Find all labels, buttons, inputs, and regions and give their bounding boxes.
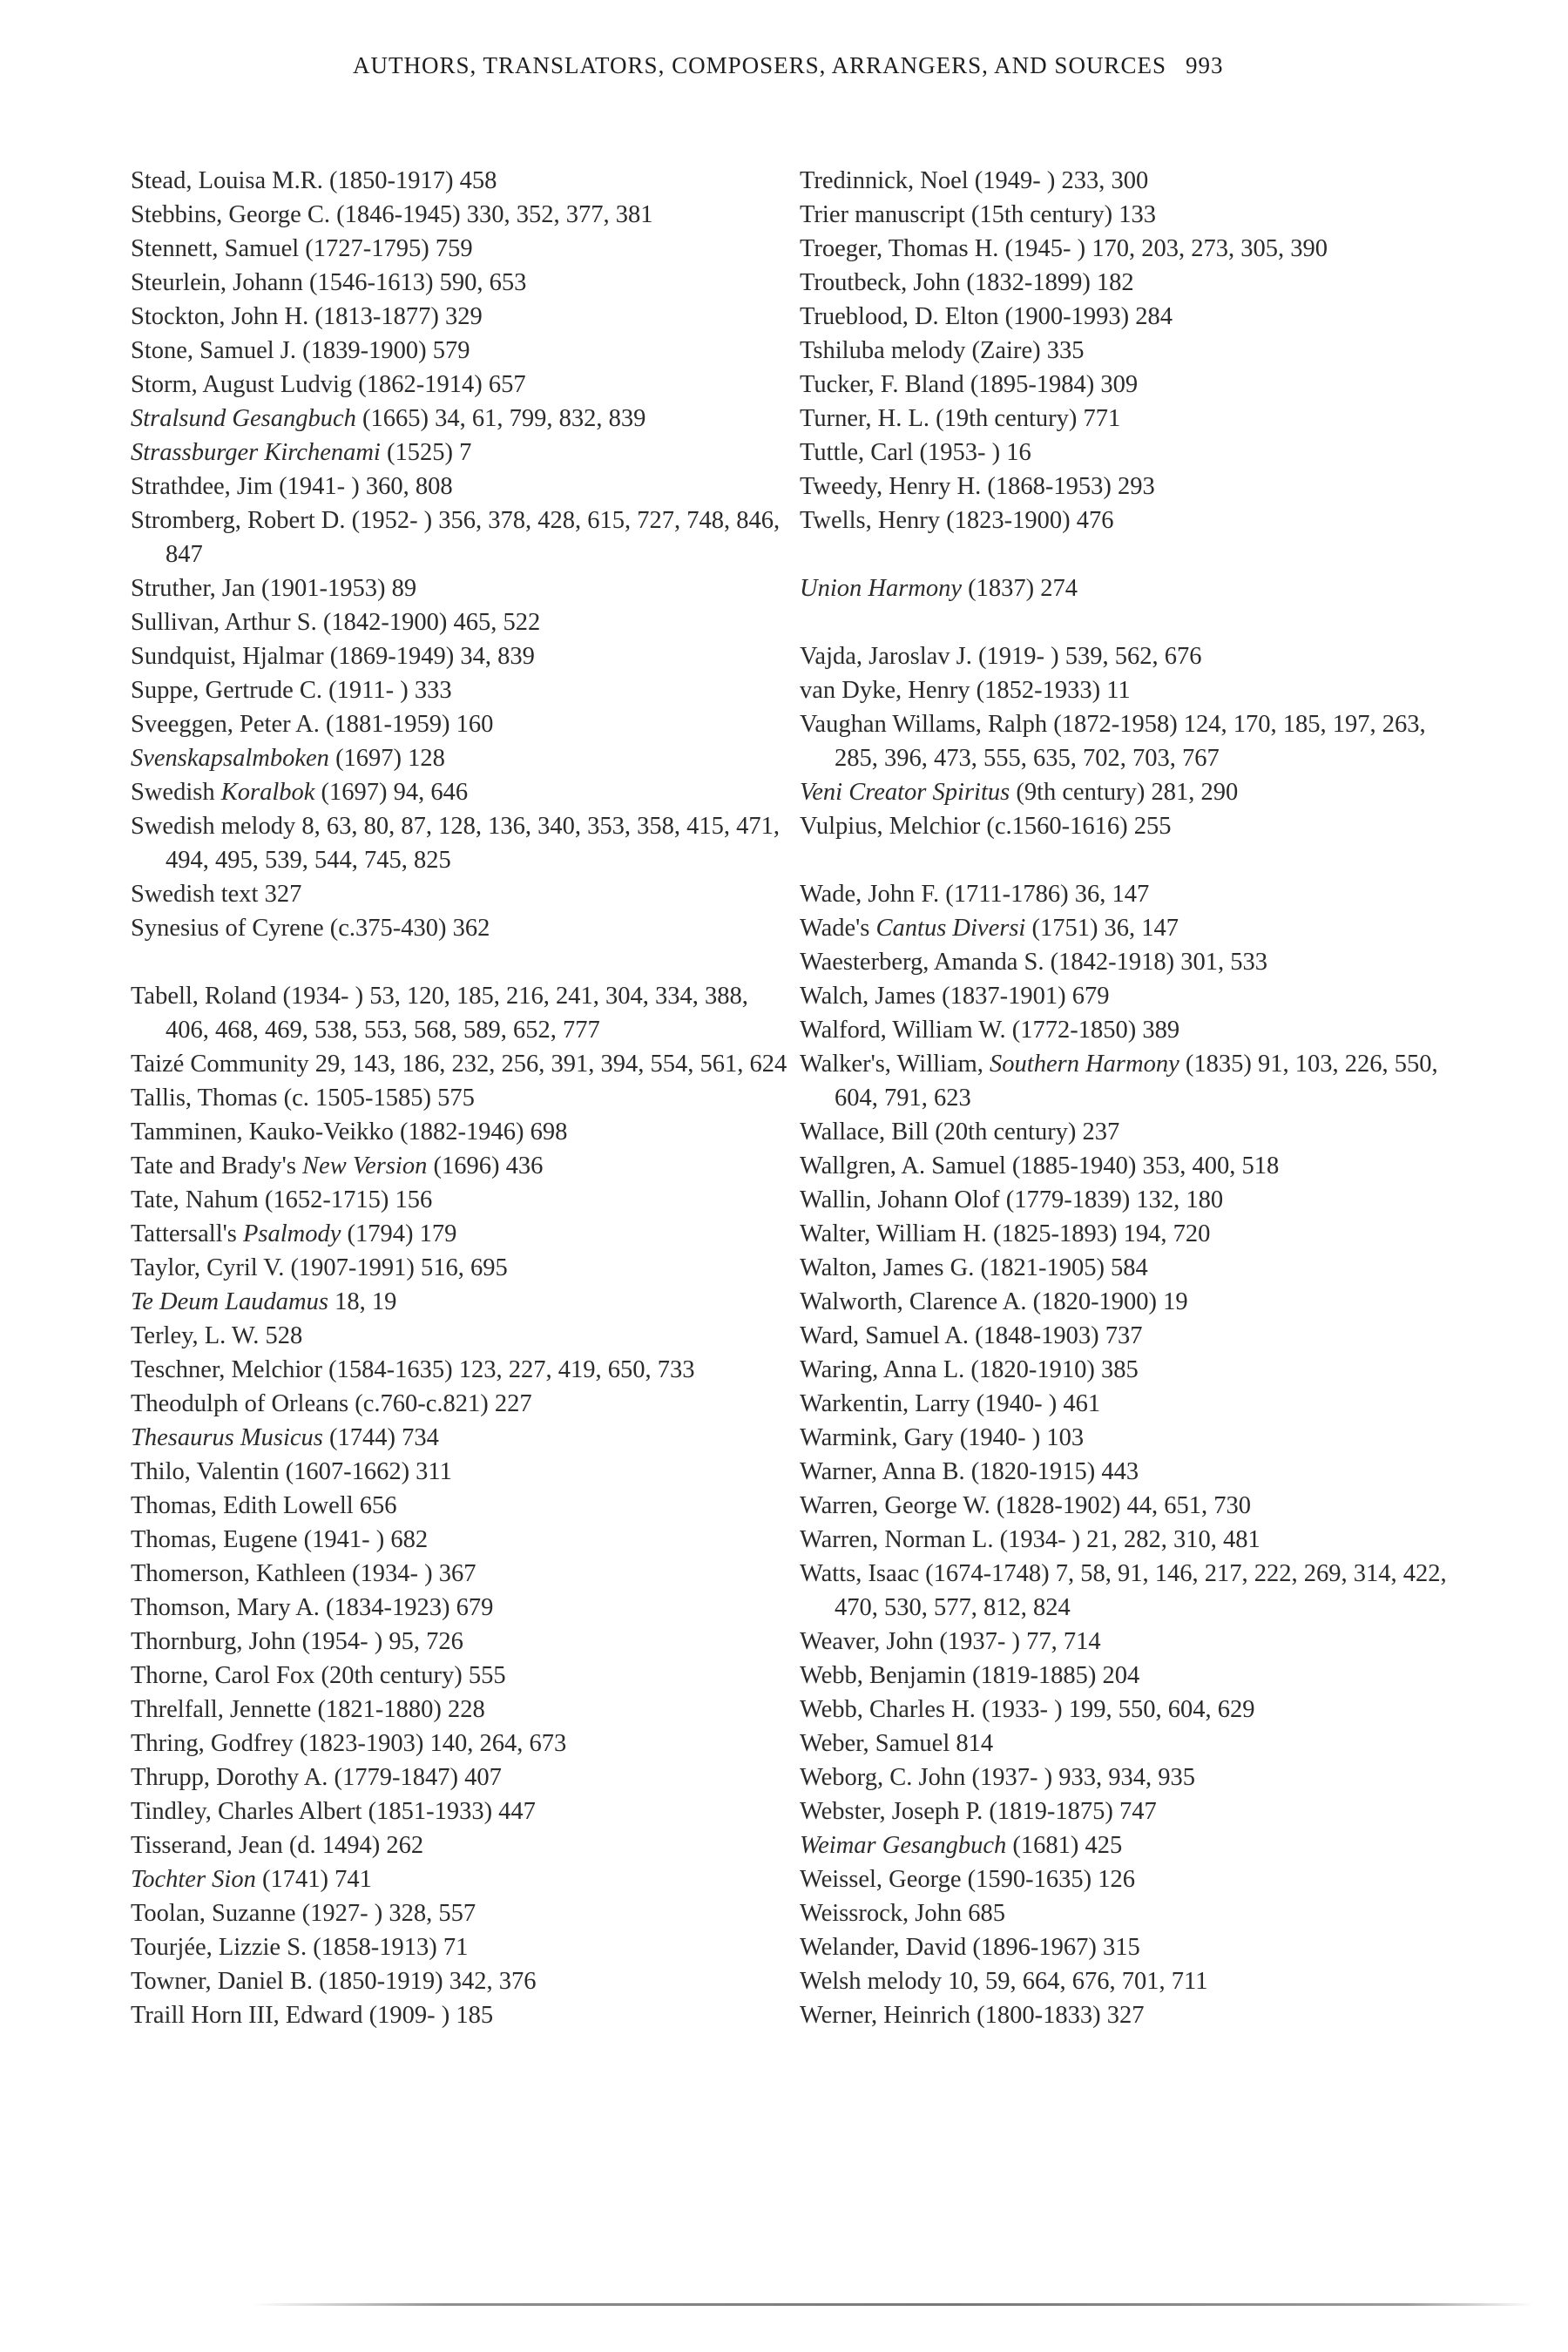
index-entry bbox=[800, 945, 1462, 979]
index-column-right bbox=[800, 164, 1462, 2032]
index-entry bbox=[800, 334, 1462, 368]
entry-italic-title: Stralsund Gesangbuch bbox=[131, 405, 356, 432]
entry-text: Taylor, Cyril V. (1907-1991) 516, 695 bbox=[131, 1254, 508, 1281]
index-entry bbox=[131, 504, 793, 571]
entry-text: Webb, Benjamin (1819-1885) 204 bbox=[800, 1662, 1140, 1689]
index-entry bbox=[131, 1251, 793, 1285]
entry-text: Vajda, Jaroslav J. (1919- ) 539, 562, 676 bbox=[800, 643, 1202, 670]
index-entry bbox=[131, 1659, 793, 1693]
entry-text: Stebbins, George C. (1846-1945) 330, 352, 377, 381 bbox=[131, 201, 653, 228]
entry-italic-title: Cantus Diversi bbox=[875, 915, 1026, 942]
index-entry bbox=[131, 1149, 793, 1183]
entry-text: Thilo, Valentin (1607-1662) 311 bbox=[131, 1458, 452, 1485]
index-entry bbox=[131, 402, 793, 436]
entry-text: Turner, H. L. (19th century) 771 bbox=[800, 405, 1121, 432]
entry-text: Wallace, Bill (20th century) 237 bbox=[800, 1119, 1120, 1146]
index-entry bbox=[131, 1896, 793, 1930]
entry-text: Tshiluba melody (Zaire) 335 bbox=[800, 337, 1085, 364]
index-entry bbox=[800, 1251, 1462, 1285]
index-entry bbox=[800, 1149, 1462, 1183]
index-entry bbox=[131, 707, 793, 741]
entry-text: Warkentin, Larry (1940- ) 461 bbox=[800, 1390, 1101, 1417]
index-entry bbox=[800, 470, 1462, 504]
section-gap bbox=[800, 537, 1462, 571]
entry-text: Threlfall, Jennette (1821-1880) 228 bbox=[131, 1696, 485, 1723]
entry-text: Troeger, Thomas H. (1945- ) 170, 203, 273, 305, 390 bbox=[800, 235, 1328, 262]
index-entry bbox=[800, 1421, 1462, 1455]
index-entry bbox=[131, 1591, 793, 1625]
entry-text: Traill Horn III, Edward (1909- ) 185 bbox=[131, 2002, 494, 2029]
index-entry bbox=[800, 266, 1462, 300]
entry-italic-title: Te Deum Laudamus bbox=[131, 1288, 328, 1315]
index-entry bbox=[131, 571, 793, 605]
entry-text: Towner, Daniel B. (1850-1919) 342, 376 bbox=[131, 1968, 537, 1995]
index-entry bbox=[131, 1081, 793, 1115]
index-entry bbox=[131, 1047, 793, 1081]
entry-text: (9th century) 281, 290 bbox=[1010, 779, 1239, 806]
entry-text: Troutbeck, John (1832-1899) 182 bbox=[800, 269, 1134, 296]
index-entry bbox=[131, 775, 793, 809]
index-entry bbox=[800, 1183, 1462, 1217]
entry-text: Stone, Samuel J. (1839-1900) 579 bbox=[131, 337, 470, 364]
entry-text: Terley, L. W. 528 bbox=[131, 1322, 303, 1349]
entry-text: (1697) 128 bbox=[328, 745, 445, 772]
index-entry bbox=[800, 1217, 1462, 1251]
entry-text: Steurlein, Johann (1546-1613) 590, 653 bbox=[131, 269, 527, 296]
running-header bbox=[353, 52, 1442, 79]
entry-italic-title: Weimar Gesangbuch bbox=[800, 1832, 1007, 1859]
entry-text: Thorne, Carol Fox (20th century) 555 bbox=[131, 1662, 506, 1689]
index-entry bbox=[131, 1930, 793, 1964]
index-entry bbox=[800, 639, 1462, 673]
entry-text: Warren, George W. (1828-1902) 44, 651, 730 bbox=[800, 1492, 1251, 1519]
entry-text: Tucker, F. Bland (1895-1984) 309 bbox=[800, 371, 1139, 398]
index-entry bbox=[800, 1998, 1462, 2032]
entry-text: Teschner, Melchior (1584-1635) 123, 227, 419, 650, 733 bbox=[131, 1356, 695, 1383]
entry-text: Twells, Henry (1823-1900) 476 bbox=[800, 507, 1114, 534]
index-entry bbox=[800, 1523, 1462, 1557]
entry-text: Warmink, Gary (1940- ) 103 bbox=[800, 1424, 1085, 1451]
entry-text: Vulpius, Melchior (c.1560-1616) 255 bbox=[800, 813, 1172, 840]
entry-text: (1837) 274 bbox=[962, 575, 1078, 602]
index-entry bbox=[800, 775, 1462, 809]
index-entry bbox=[131, 1455, 793, 1489]
entry-text: Welander, David (1896-1967) 315 bbox=[800, 1934, 1140, 1961]
index-entry bbox=[131, 979, 793, 1047]
entry-text: Tourjée, Lizzie S. (1858-1913) 71 bbox=[131, 1934, 469, 1961]
entry-text: Tamminen, Kauko-Veikko (1882-1946) 698 bbox=[131, 1119, 568, 1146]
index-entry bbox=[800, 911, 1462, 945]
entry-text: Thornburg, John (1954- ) 95, 726 bbox=[131, 1628, 463, 1655]
entry-italic-title: Veni Creator Spiritus bbox=[800, 779, 1010, 806]
entry-italic-title: Koralbok bbox=[220, 779, 315, 806]
entry-text: Theodulph of Orleans (c.760-c.821) 227 bbox=[131, 1390, 532, 1417]
entry-text: Walter, William H. (1825-1893) 194, 720 bbox=[800, 1220, 1211, 1247]
index-entry bbox=[131, 1693, 793, 1727]
index-entry bbox=[131, 198, 793, 232]
index-entry bbox=[800, 1013, 1462, 1047]
entry-text: Taizé Community 29, 143, 186, 232, 256, 391, 394, 554, 561, 624 bbox=[131, 1051, 787, 1078]
entry-text: Swedish text 327 bbox=[131, 881, 302, 908]
entry-text: Walker's, William, bbox=[800, 1051, 990, 1078]
entry-text: Strathdee, Jim (1941- ) 360, 808 bbox=[131, 473, 453, 500]
index-entry bbox=[131, 266, 793, 300]
entry-text: Wade's bbox=[800, 915, 876, 942]
entry-text: Toolan, Suzanne (1927- ) 328, 557 bbox=[131, 1900, 476, 1927]
index-entry bbox=[800, 1964, 1462, 1998]
index-entry bbox=[800, 368, 1462, 402]
index-entry bbox=[800, 164, 1462, 198]
entry-text: Welsh melody 10, 59, 664, 676, 701, 711 bbox=[800, 1968, 1208, 1995]
entry-text: Struther, Jan (1901-1953) 89 bbox=[131, 575, 417, 602]
index-entry bbox=[800, 1557, 1462, 1625]
entry-text: Stockton, John H. (1813-1877) 329 bbox=[131, 303, 483, 330]
index-entry bbox=[800, 1319, 1462, 1353]
entry-text: Walworth, Clarence A. (1820-1900) 19 bbox=[800, 1288, 1188, 1315]
entry-text: Sveeggen, Peter A. (1881-1959) 160 bbox=[131, 711, 494, 738]
entry-text: Swedish melody 8, 63, 80, 87, 128, 136, 340, 353, 358, 415, 471, 494, 495, 539, 544, 745, 825 bbox=[131, 813, 780, 874]
index-entry bbox=[131, 164, 793, 198]
index-entry bbox=[131, 809, 793, 877]
index-entry bbox=[800, 1387, 1462, 1421]
entry-text: Tuttle, Carl (1953- ) 16 bbox=[800, 439, 1031, 466]
index-entry bbox=[800, 707, 1462, 775]
section-gap bbox=[131, 945, 793, 979]
entry-text: Weber, Samuel 814 bbox=[800, 1730, 994, 1757]
index-entry bbox=[800, 877, 1462, 911]
index-entry bbox=[131, 1557, 793, 1591]
index-entry bbox=[131, 1489, 793, 1523]
index-entry bbox=[131, 1862, 793, 1896]
entry-text: Ward, Samuel A. (1848-1903) 737 bbox=[800, 1322, 1143, 1349]
entry-text: Wallin, Johann Olof (1779-1839) 132, 180 bbox=[800, 1186, 1224, 1213]
index-entry bbox=[131, 673, 793, 707]
index-entry bbox=[800, 1625, 1462, 1659]
entry-text: Stead, Louisa M.R. (1850-1917) 458 bbox=[131, 167, 497, 194]
entry-text: Suppe, Gertrude C. (1911- ) 333 bbox=[131, 677, 452, 704]
index-entry bbox=[131, 368, 793, 402]
entry-text: (1835) 91, 103, 226, 550, 604, 791, 623 bbox=[835, 1051, 1438, 1112]
entry-italic-title: Svenskapsalmboken bbox=[131, 745, 329, 772]
entry-text: (1665) 34, 61, 799, 832, 839 bbox=[355, 405, 646, 432]
index-entry bbox=[131, 1421, 793, 1455]
entry-text: Thring, Godfrey (1823-1903) 140, 264, 673 bbox=[131, 1730, 567, 1757]
index-entry bbox=[131, 1285, 793, 1319]
entry-text: Vaughan Willams, Ralph (1872-1958) 124, 170, 185, 197, 263, 285, 396, 473, 555, 635, 702, 703, 767 bbox=[800, 711, 1426, 772]
index-entry bbox=[131, 877, 793, 911]
entry-text: Swedish bbox=[131, 779, 221, 806]
entry-text: (1741) 741 bbox=[255, 1866, 372, 1893]
index-entry bbox=[800, 1353, 1462, 1387]
index-entry bbox=[800, 1047, 1462, 1115]
index-entry bbox=[800, 1693, 1462, 1727]
entry-text: Stromberg, Robert D. (1952- ) 356, 378, 428, 615, 727, 748, 846, 847 bbox=[131, 507, 781, 568]
entry-text: Werner, Heinrich (1800-1833) 327 bbox=[800, 2002, 1145, 2029]
index-entry bbox=[131, 1115, 793, 1149]
entry-text: Webb, Charles H. (1933- ) 199, 550, 604, 629 bbox=[800, 1696, 1255, 1723]
entry-italic-title: Union Harmony bbox=[800, 575, 963, 602]
entry-text: (1525) 7 bbox=[380, 439, 472, 466]
index-entry bbox=[800, 504, 1462, 537]
entry-text: Trueblood, D. Elton (1900-1993) 284 bbox=[800, 303, 1173, 330]
entry-italic-title: Strassburger Kirchenami bbox=[131, 439, 381, 466]
index-entry bbox=[800, 1862, 1462, 1896]
index-entry bbox=[131, 1217, 793, 1251]
entry-text: Walton, James G. (1821-1905) 584 bbox=[800, 1254, 1148, 1281]
index-entry bbox=[131, 1727, 793, 1761]
entry-text: Waring, Anna L. (1820-1910) 385 bbox=[800, 1356, 1139, 1383]
index-entry bbox=[800, 809, 1462, 843]
entry-text: Wade, John F. (1711-1786) 36, 147 bbox=[800, 881, 1150, 908]
index-entry bbox=[800, 1930, 1462, 1964]
entry-text: Weborg, C. John (1937- ) 933, 934, 935 bbox=[800, 1764, 1195, 1791]
index-entry bbox=[131, 1794, 793, 1828]
entry-text: Tate and Brady's bbox=[131, 1152, 303, 1179]
index-entry bbox=[131, 436, 793, 470]
index-entry bbox=[131, 639, 793, 673]
entry-italic-title: Psalmody bbox=[242, 1220, 341, 1247]
index-entry bbox=[131, 300, 793, 334]
index-column-left bbox=[131, 164, 793, 2032]
index-entry bbox=[131, 470, 793, 504]
index-entry bbox=[131, 741, 793, 775]
entry-text: Sundquist, Hjalmar (1869-1949) 34, 839 bbox=[131, 643, 535, 670]
entry-text: (1697) 94, 646 bbox=[314, 779, 469, 806]
entry-text: Storm, August Ludvig (1862-1914) 657 bbox=[131, 371, 526, 398]
index-entry bbox=[131, 1353, 793, 1387]
entry-text: Thomas, Eugene (1941- ) 682 bbox=[131, 1526, 429, 1553]
entry-text: Tindley, Charles Albert (1851-1933) 447 bbox=[131, 1798, 536, 1825]
entry-text: (1696) 436 bbox=[427, 1152, 544, 1179]
entry-text: Weissrock, John 685 bbox=[800, 1900, 1005, 1927]
index-entry bbox=[800, 1285, 1462, 1319]
entry-text: Thomas, Edith Lowell 656 bbox=[131, 1492, 397, 1519]
entry-text: Tisserand, Jean (d. 1494) 262 bbox=[131, 1832, 424, 1859]
entry-text: Thrupp, Dorothy A. (1779-1847) 407 bbox=[131, 1764, 502, 1791]
entry-text: Weaver, John (1937- ) 77, 714 bbox=[800, 1628, 1101, 1655]
index-entry bbox=[800, 1761, 1462, 1794]
index-entry bbox=[800, 1659, 1462, 1693]
entry-text: (1681) 425 bbox=[1006, 1832, 1123, 1859]
entry-text: Synesius of Cyrene (c.375-430) 362 bbox=[131, 915, 490, 942]
index-entry bbox=[131, 1625, 793, 1659]
entry-text: Tweedy, Henry H. (1868-1953) 293 bbox=[800, 473, 1155, 500]
index-entry bbox=[800, 402, 1462, 436]
entry-text: Waesterberg, Amanda S. (1842-1918) 301, 533 bbox=[800, 949, 1267, 976]
index-entry bbox=[131, 1761, 793, 1794]
entry-italic-title: Southern Harmony bbox=[990, 1051, 1179, 1078]
index-entry bbox=[800, 571, 1462, 605]
entry-text: Walford, William W. (1772-1850) 389 bbox=[800, 1017, 1180, 1044]
index-entry bbox=[131, 1387, 793, 1421]
entry-italic-title: New Version bbox=[302, 1152, 428, 1179]
index-entry bbox=[800, 436, 1462, 470]
entry-text: 18, 19 bbox=[328, 1288, 397, 1315]
entry-text: Tredinnick, Noel (1949- ) 233, 300 bbox=[800, 167, 1149, 194]
index-entry bbox=[800, 1828, 1462, 1862]
index-entry bbox=[800, 1794, 1462, 1828]
index-entry bbox=[131, 1828, 793, 1862]
index-entry bbox=[800, 1489, 1462, 1523]
bottom-rule bbox=[253, 2303, 1533, 2306]
entry-text: Tate, Nahum (1652-1715) 156 bbox=[131, 1186, 433, 1213]
section-gap bbox=[800, 843, 1462, 877]
page-number: 993 bbox=[1185, 52, 1224, 78]
index-entry bbox=[800, 300, 1462, 334]
index-entry bbox=[131, 1998, 793, 2032]
index-entry bbox=[800, 1455, 1462, 1489]
entry-text: Warren, Norman L. (1934- ) 21, 282, 310, 481 bbox=[800, 1526, 1260, 1553]
header-title: AUTHORS, TRANSLATORS, COMPOSERS, ARRANGERS, AND SOURCES bbox=[353, 52, 1166, 78]
entry-text: Stennett, Samuel (1727-1795) 759 bbox=[131, 235, 473, 262]
index-entry bbox=[800, 1896, 1462, 1930]
entry-text: van Dyke, Henry (1852-1933) 11 bbox=[800, 677, 1131, 704]
index-entry bbox=[131, 334, 793, 368]
entry-text: Webster, Joseph P. (1819-1875) 747 bbox=[800, 1798, 1157, 1825]
index-entry bbox=[800, 1115, 1462, 1149]
index-entry bbox=[131, 1319, 793, 1353]
entry-text: Walch, James (1837-1901) 679 bbox=[800, 983, 1110, 1010]
entry-text: Trier manuscript (15th century) 133 bbox=[800, 201, 1156, 228]
entry-text: Tallis, Thomas (c. 1505-1585) 575 bbox=[131, 1085, 475, 1112]
entry-text: (1794) 179 bbox=[341, 1220, 457, 1247]
entry-text: Sullivan, Arthur S. (1842-1900) 465, 522 bbox=[131, 609, 541, 636]
entry-text: Watts, Isaac (1674-1748) 7, 58, 91, 146, 217, 222, 269, 314, 422, 470, 530, 577, 812, 824 bbox=[800, 1560, 1447, 1621]
entry-text: Thomerson, Kathleen (1934- ) 367 bbox=[131, 1560, 476, 1587]
index-entry bbox=[131, 1523, 793, 1557]
index-entry bbox=[131, 605, 793, 639]
index-entry bbox=[800, 979, 1462, 1013]
index-entry bbox=[131, 1964, 793, 1998]
section-gap bbox=[800, 605, 1462, 639]
entry-text: Thomson, Mary A. (1834-1923) 679 bbox=[131, 1594, 494, 1621]
index-entry bbox=[800, 1727, 1462, 1761]
entry-text: Warner, Anna B. (1820-1915) 443 bbox=[800, 1458, 1139, 1485]
index-entry bbox=[800, 232, 1462, 266]
entry-text: Tabell, Roland (1934- ) 53, 120, 185, 216, 241, 304, 334, 388, 406, 468, 469, 538, 553, 568, 589, 652, 777 bbox=[131, 983, 748, 1044]
entry-italic-title: Tochter Sion bbox=[131, 1866, 256, 1893]
entry-text: (1751) 36, 147 bbox=[1025, 915, 1179, 942]
entry-italic-title: Thesaurus Musicus bbox=[131, 1424, 323, 1451]
index-entry bbox=[131, 1183, 793, 1217]
index-entry bbox=[131, 232, 793, 266]
entry-text: (1744) 734 bbox=[322, 1424, 439, 1451]
index-entry bbox=[131, 911, 793, 945]
entry-text: Tattersall's bbox=[131, 1220, 243, 1247]
entry-text: Wallgren, A. Samuel (1885-1940) 353, 400, 518 bbox=[800, 1152, 1280, 1179]
index-entry bbox=[800, 673, 1462, 707]
index-entry bbox=[800, 198, 1462, 232]
entry-text: Weissel, George (1590-1635) 126 bbox=[800, 1866, 1136, 1893]
